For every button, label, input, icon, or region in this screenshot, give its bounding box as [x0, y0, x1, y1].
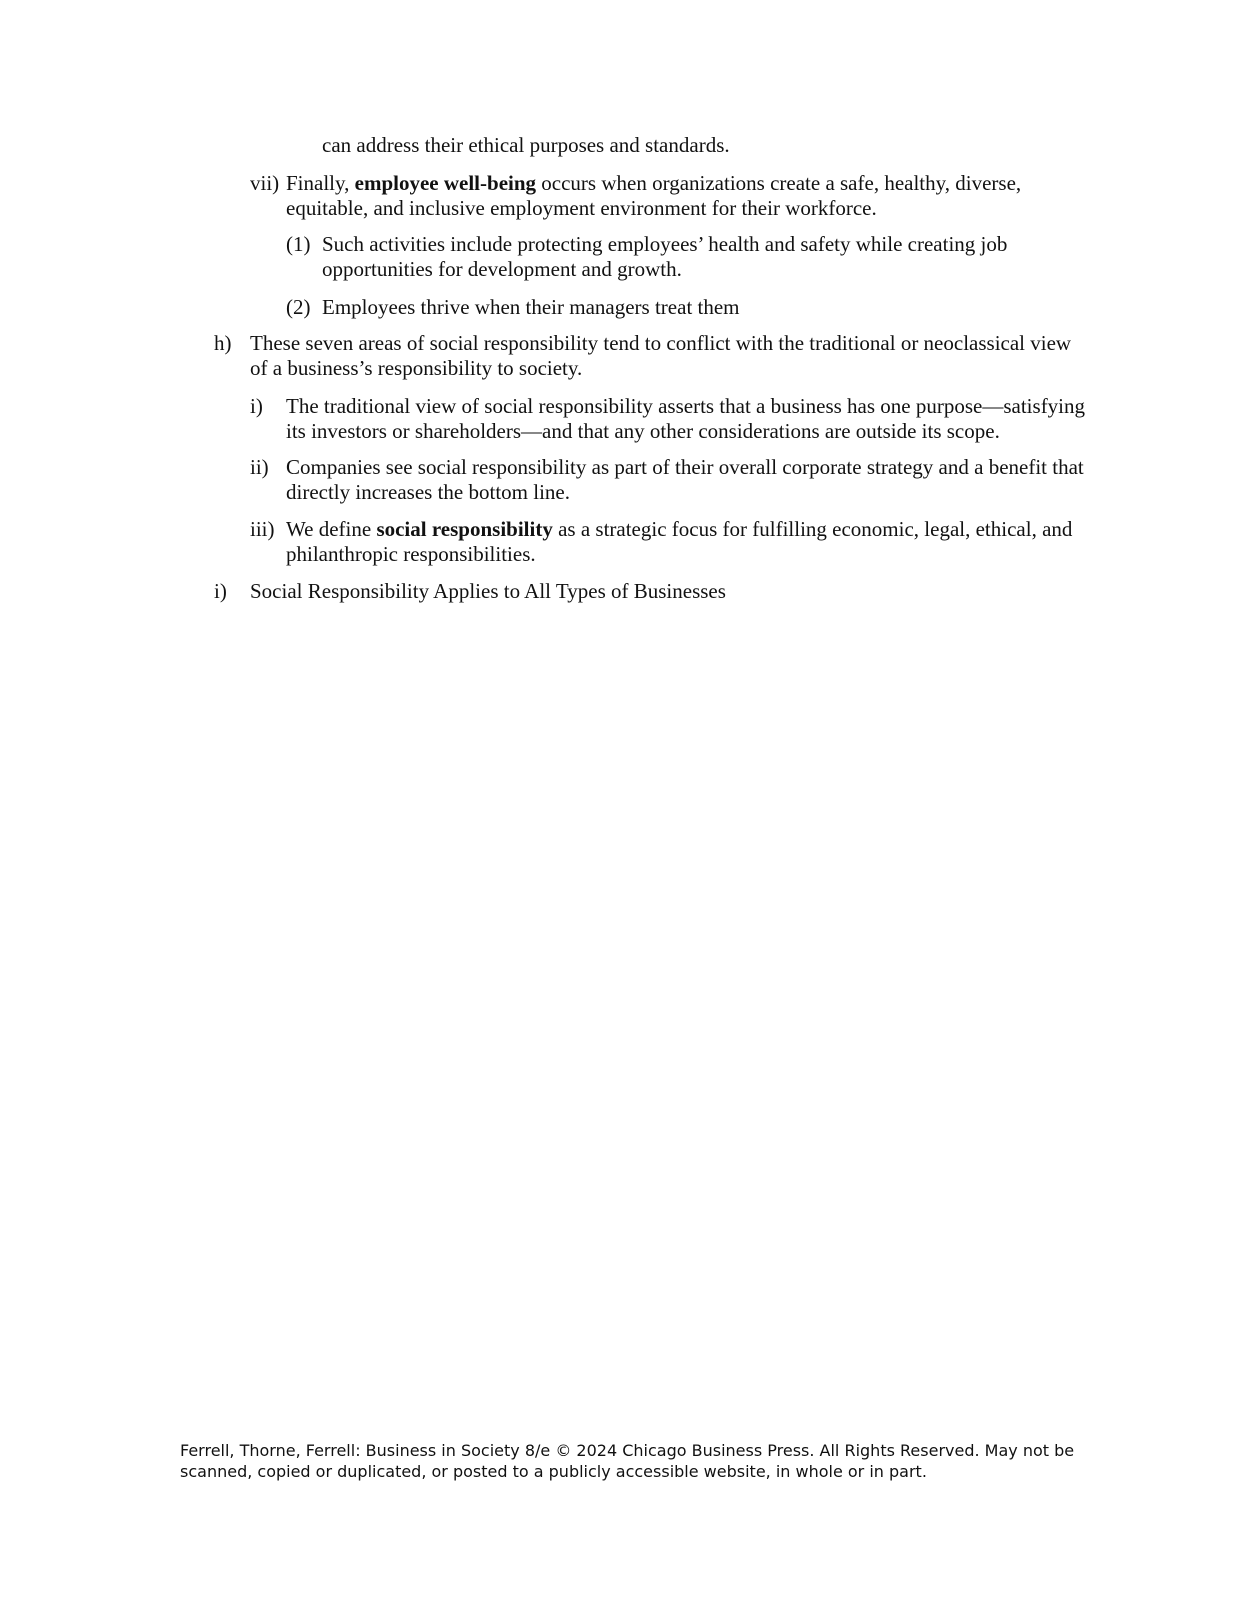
- item-h-iii-post: as a strategic focus for fulfilling economic, legal, ethical, and: [552, 517, 1073, 541]
- item-h-line1: These seven areas of social responsibility tend to conflict with the traditional or neoclassical view: [250, 331, 1072, 355]
- item-h-iii-line2: philanthropic responsibilities.: [286, 542, 536, 566]
- item-marker-h-iii: iii): [250, 517, 275, 541]
- item-h-ii-line1: Companies see social responsibility as part of their overall corporate strategy and a benefit that: [286, 455, 1084, 479]
- item-h-i-line2: its investors or shareholders—and that any other considerations are outside its scope.: [286, 419, 1000, 443]
- item-marker-2: (2): [286, 295, 311, 319]
- item-continuation-text: can address their ethical purposes and standards.: [322, 133, 730, 157]
- item-marker-i: i): [214, 579, 227, 603]
- item-h-iii-pre: We define: [286, 517, 377, 541]
- item-h-line2: of a business’s responsibility to society.: [250, 356, 583, 380]
- item-1-line2: opportunities for development and growth.: [322, 257, 682, 281]
- key-term-social-responsibility: social responsibility: [376, 517, 553, 541]
- key-term-employee-well-being: employee well-being: [354, 171, 537, 195]
- item-vii-pre: Finally,: [286, 171, 355, 195]
- footer-line2: scanned, copied or duplicated, or posted to a publicly accessible website, in whole or in part.: [180, 1462, 927, 1481]
- item-h-iii-line1: [286, 516, 1072, 542]
- item-h-i-line1: The traditional view of social responsibility asserts that a business has one purpose—satisfying: [286, 394, 1086, 418]
- item-marker-h-ii: ii): [250, 455, 269, 479]
- item-marker-1: (1): [286, 232, 311, 256]
- item-vii-line2: equitable, and inclusive employment environment for their workforce.: [286, 196, 877, 220]
- item-marker-h-i: i): [250, 394, 263, 418]
- item-1-line1: Such activities include protecting employees’ health and safety while creating job: [322, 232, 1008, 256]
- item-i-line1: Social Responsibility Applies to All Types of Businesses: [250, 579, 726, 603]
- item-marker-vii: vii): [250, 171, 280, 195]
- item-h-ii-line2: directly increases the bottom line.: [286, 480, 570, 504]
- page-footer: [180, 1440, 1080, 1482]
- footer-line1: Ferrell, Thorne, Ferrell: Business in Society 8/e © 2024 Chicago Business Press. All Rights Reserved. May not be: [180, 1441, 1075, 1460]
- item-vii-post: occurs when organizations create a safe, healthy, diverse,: [536, 171, 1022, 195]
- item-vii-line1: [286, 170, 1021, 196]
- item-2-line1: Employees thrive when their managers treat them: [322, 295, 740, 319]
- item-marker-h: h): [214, 331, 232, 355]
